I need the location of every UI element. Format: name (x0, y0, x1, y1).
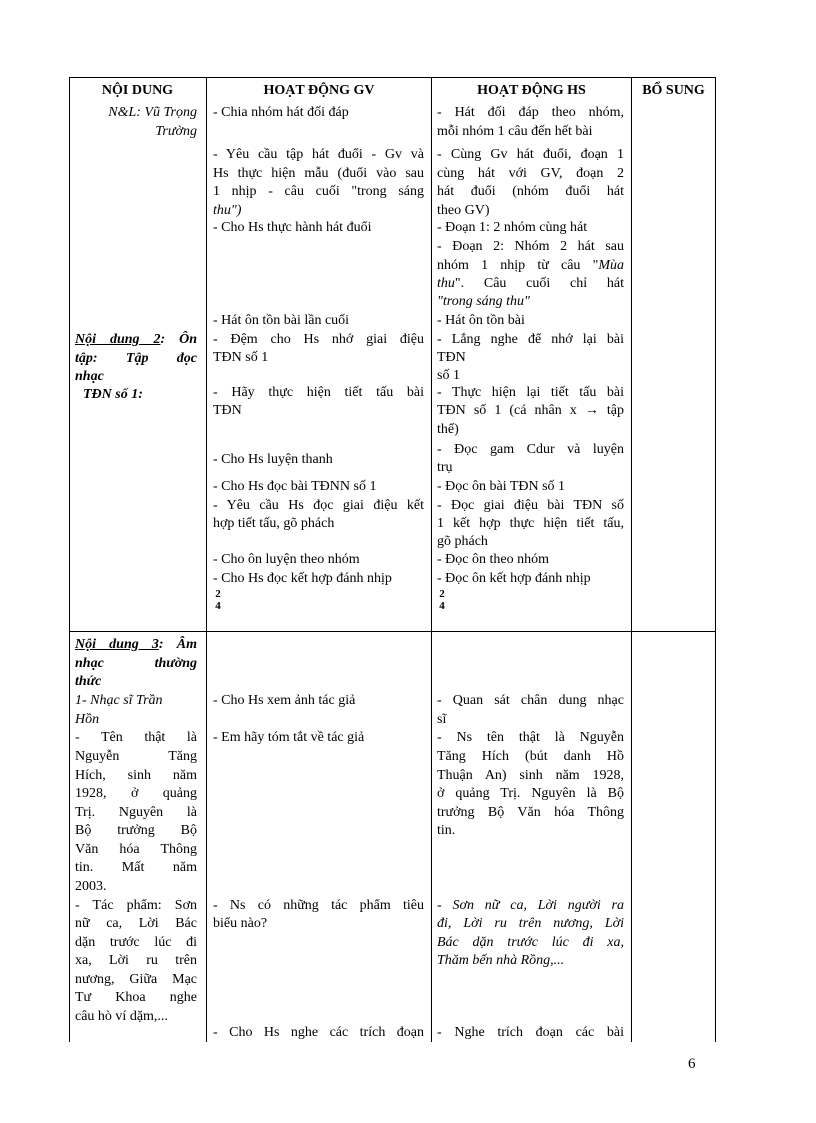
time-signature-numerator: 2 (439, 588, 445, 600)
composer-name: 1- Nhạc sĩ Trần (75, 693, 163, 708)
works-line: nương, Giữa Mạc (75, 972, 197, 987)
hs-activity: - Lắng nghe để nhớ lại bài (437, 332, 624, 347)
hs-activity: - Đọc giai điệu bài TĐN số (437, 498, 624, 513)
gv-activity: - Đệm cho Hs nhớ giai điệu (213, 332, 424, 347)
bio-line: Văn hóa Thông (75, 842, 197, 857)
works-line: Tư Khoa nghe (75, 990, 197, 1005)
gv-activity: - Yêu cầu Hs đọc giai điệu kết (213, 498, 424, 513)
page-number: 6 (688, 1056, 696, 1072)
gv-activity: - Cho Hs thực hành hát đuổi (213, 220, 372, 235)
table-border-left (69, 77, 70, 1042)
bio-line: Hích, sinh năm (75, 768, 197, 783)
time-signature-denominator: 4 (215, 600, 221, 612)
works-line: câu hò ví dặm,... (75, 1009, 168, 1024)
hs-activity: - Đoạn 2: Nhóm 2 hát sau (437, 239, 624, 254)
composer-line: N&L: Vũ Trọng (108, 105, 197, 120)
hs-activity: "trong sáng thu" (437, 294, 530, 309)
hs-activity: ở quảng Trị. Nguyên là Bộ (437, 786, 624, 801)
hs-activity: Bác dặn trước lúc đi xa, (437, 935, 624, 950)
header-noi-dung: NỘI DUNG (101, 83, 174, 98)
hs-activity: cùng hát với GV, đoạn 2 (437, 166, 624, 181)
gv-activity: biểu nào? (213, 916, 268, 931)
hs-activity: gõ phách (437, 534, 488, 549)
bio-line: 2003. (75, 879, 107, 894)
hs-activity: - Cùng Gv hát đuổi, đoạn 1 (437, 147, 624, 162)
hs-activity: - Thực hiện lại tiết tấu bài (437, 385, 624, 400)
bio-line: Nguyễn Tăng (75, 749, 197, 764)
composer-line: Trường (155, 124, 197, 139)
works-line: xa, Lời ru trên (75, 953, 197, 968)
bio-line: Trị. Nguyên là (75, 805, 197, 820)
hs-activity: TĐN (437, 350, 466, 365)
hs-activity: - Hát đối đáp theo nhóm, (437, 105, 624, 120)
gv-activity: TĐN (213, 403, 242, 418)
hs-activity: - Đọc gam Cdur và luyện (437, 442, 624, 457)
time-signature-denominator: 4 (439, 600, 445, 612)
hs-activity: TĐN số 1 (cá nhân x → tập (437, 403, 624, 418)
hs-activity: - Đoạn 1: 2 nhóm cùng hát (437, 220, 588, 235)
hs-activity: trưởng Bộ Văn hóa Thông (437, 805, 624, 820)
works-line: nữ ca, Lời Bác (75, 916, 197, 931)
hs-activity: - Ns tên thật là Nguyễn (437, 730, 624, 745)
hs-activity: thu". Câu cuối chỉ hát (437, 276, 624, 291)
section-heading-nd3: nhạc thường (75, 656, 197, 671)
column-divider (631, 77, 632, 1042)
hs-activity: - Đọc ôn theo nhóm (437, 552, 549, 567)
section-heading-nd3: Nội dung 3: Âm (75, 637, 197, 652)
hs-activity: nhóm 1 nhịp từ câu "Mùa (437, 258, 624, 273)
hs-activity: Thuận An) sinh năm 1928, (437, 768, 624, 783)
hs-activity: - Sơn nữ ca, Lời người ra (437, 898, 624, 913)
hs-activity: tin. (437, 823, 456, 838)
table-border-top (69, 77, 716, 78)
hs-activity: số 1 (437, 368, 460, 383)
hs-activity: Thăm bến nhà Rồng,... (437, 953, 565, 968)
gv-activity: - Yêu cầu tập hát đuổi - Gv và (213, 147, 424, 162)
table-border-right (715, 77, 716, 1042)
hs-activity: hát đuổi (nhóm đuổi hát (437, 184, 624, 199)
works-line: dặn trước lúc đi (75, 935, 197, 950)
gv-activity: Hs thực hiện mẫu (đuổi vào sau (213, 166, 424, 181)
gv-activity: - Cho Hs đọc bài TĐNN số 1 (213, 479, 377, 494)
row-divider (69, 631, 716, 632)
hs-activity: mỗi nhóm 1 câu đến hết bài (437, 124, 593, 139)
gv-activity: - Em hãy tóm tắt về tác giả (213, 730, 365, 745)
header-bo-sung: BỔ SUNG (642, 83, 705, 98)
section-heading-nd2: TĐN số 1: (83, 387, 143, 402)
gv-activity: TĐN số 1 (213, 350, 269, 365)
works-line: - Tác phẩm: Sơn (75, 898, 197, 913)
composer-name: Hồn (75, 712, 100, 727)
gv-activity: - Cho ôn luyện theo nhóm (213, 552, 360, 567)
gv-activity: 1 nhịp - câu cuối "trong sáng (213, 184, 424, 199)
hs-activity: - Hát ôn tồn bài (437, 313, 525, 328)
hs-activity: theo GV) (437, 203, 490, 218)
gv-activity: - Hãy thực hiện tiết tấu bài (213, 385, 424, 400)
hs-activity: trụ (437, 460, 453, 475)
gv-activity: - Ns có những tác phẩm tiêu (213, 898, 424, 913)
section-heading-nd2: nhạc (75, 369, 104, 384)
section-heading-nd3: thức (75, 674, 102, 689)
section-heading-nd2: tập: Tập đọc (75, 351, 197, 366)
bio-line: - Tên thật là (75, 730, 197, 745)
gv-activity: - Cho Hs đọc kết hợp đánh nhịp (213, 571, 392, 586)
header-hoat-dong-gv: HOẠT ĐỘNG GV (263, 83, 375, 98)
gv-activity: - Cho Hs xem ảnh tác giả (213, 693, 356, 708)
time-signature-numerator: 2 (215, 588, 221, 600)
hs-activity: - Quan sát chân dung nhạc (437, 693, 624, 708)
gv-activity: - Chia nhóm hát đối đáp (213, 105, 349, 120)
hs-activity: - Đọc ôn bài TĐN số 1 (437, 479, 566, 494)
column-divider (206, 77, 207, 1042)
bio-line: tin. Mất năm (75, 860, 197, 875)
bio-line: Bộ trưởng Bộ (75, 823, 197, 838)
hs-activity: đi, Lời ru trên nương, Lời (437, 916, 624, 931)
hs-activity: sĩ (437, 712, 447, 727)
hs-activity: Tăng Hích (bút danh Hồ (437, 749, 624, 764)
hs-activity: thể) (437, 422, 459, 437)
header-hoat-dong-hs: HOẠT ĐỘNG HS (477, 83, 586, 98)
gv-activity: - Hát ôn tồn bài lần cuối (213, 313, 350, 328)
hs-activity: 1 kết hợp thực hiện tiết tấu, (437, 516, 624, 531)
gv-activity: - Cho Hs luyện thanh (213, 452, 333, 467)
column-divider (431, 77, 432, 1042)
gv-activity: - Cho Hs nghe các trích đoạn (213, 1025, 424, 1040)
gv-activity: thu") (213, 203, 242, 218)
bio-line: 1928, ở quảng (75, 786, 197, 801)
lesson-table (69, 77, 716, 1042)
hs-activity: - Đọc ôn kết hợp đánh nhịp (437, 571, 591, 586)
hs-activity: - Nghe trích đoạn các bài (437, 1025, 624, 1040)
section-heading-nd2: Nội dung 2: Ôn (75, 332, 197, 347)
gv-activity: hợp tiết tấu, gõ phách (213, 516, 335, 531)
